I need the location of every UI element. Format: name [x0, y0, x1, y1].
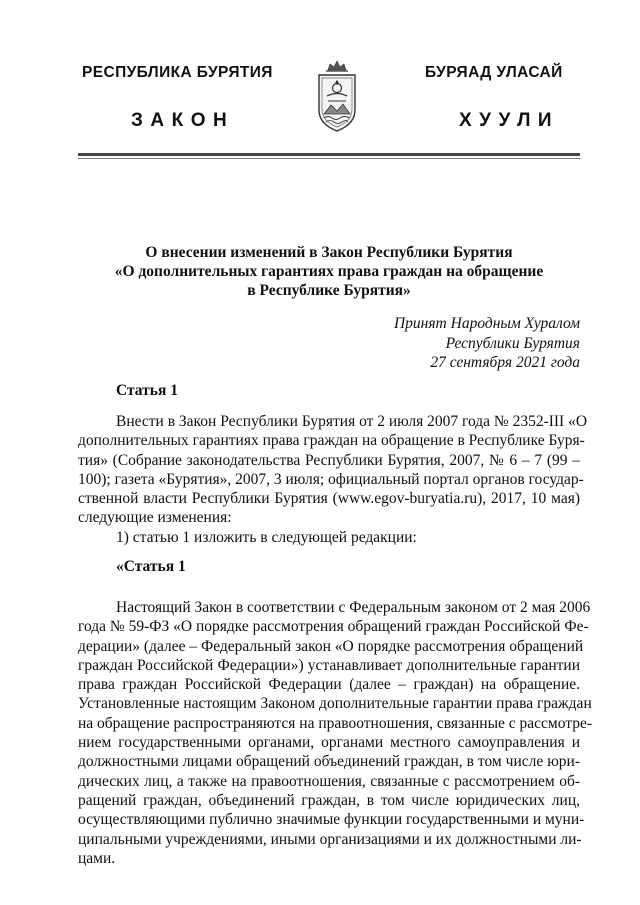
title-line: «О дополнительных гарантиях права граждан на обращение — [114, 263, 544, 280]
adoption-line: Республики Бурятия — [445, 334, 580, 352]
text-line: следующие изменения: — [78, 509, 232, 527]
republic-name-russian: РЕСПУБЛИКА БУРЯТИЯ — [82, 64, 273, 81]
text-line: тия» (Собрание законодательства Республики Бурятия, 2007, № 6 – 7 (99 – — [78, 451, 580, 469]
letterhead-divider-thin — [78, 158, 580, 159]
article-body — [78, 598, 593, 868]
text-line: ципальными учреждениями, иными организациями и их должностными ли- — [78, 830, 582, 848]
text-line: дерации» (далее – Федеральный закон «О порядке рассмотрения обращений — [78, 637, 584, 655]
text-line: Установленные настоящим Законом дополнительные гарантии права граждан — [78, 695, 592, 713]
text-line: дополнительных гарантиях права граждан на обращение в Республике Буря- — [78, 432, 585, 450]
text-line: должностными лицами обращений объединений граждан, в том числе юри- — [78, 753, 580, 771]
letterhead-divider — [78, 153, 580, 156]
text-line: нием государственными органами, органами местного самоуправления и — [78, 734, 580, 752]
text-line: года № 59-ФЗ «О порядке рассмотрения обращений граждан Российской Фе- — [78, 618, 589, 636]
quoted-article-heading: «Статья 1 — [116, 558, 186, 575]
coat-of-arms-icon — [314, 58, 360, 134]
law-title — [78, 243, 580, 300]
amendment-paragraph — [78, 412, 588, 547]
republic-name-buryat: БУРЯАД УЛАСАЙ — [425, 64, 563, 81]
title-line: в Республике Бурятия» — [247, 282, 411, 299]
text-line: 100); газета «Бурятия», 2007, 3 июля; официальный портал органов государ- — [78, 470, 584, 488]
text-line: на обращение распространяются на правоотношения, связанные с рассмотре- — [78, 714, 593, 732]
article-heading: Статья 1 — [116, 382, 178, 399]
amendment-item: 1) статью 1 изложить в следующей редакции: — [116, 528, 417, 546]
adoption-note — [394, 314, 580, 373]
text-line: цами. — [78, 849, 116, 867]
text-line: Настоящий Закон в соответствии с Федеральным законом от 2 мая 2006 — [116, 599, 591, 616]
law-word-russian: ЗАКОН — [131, 110, 235, 131]
text-line: дических лиц, а также на правоотношения, связанные с рассмотрением об- — [78, 772, 580, 790]
law-word-buryat: ХУУЛИ — [459, 110, 560, 131]
text-line: осуществляющими публично значимые функции государственными и муни- — [78, 811, 585, 829]
adoption-line: Принят Народным Хуралом — [393, 315, 580, 332]
text-line: ственной власти Республики Бурятия (www.egov-buryatia.ru), 2017, 10 мая) — [78, 490, 580, 508]
text-line: ращений граждан, объединений граждан, в том числе юридических лиц, — [78, 791, 580, 809]
adoption-date: 27 сентября 2021 года — [430, 354, 580, 371]
text-line: права граждан Российской Федерации (далее – граждан) на обращение. — [78, 676, 580, 694]
text-line: Внести в Закон Республики Бурятия от 2 июля 2007 года № 2352-III «О — [116, 413, 588, 430]
title-line: О внесении изменений в Закон Республики Бурятия — [145, 244, 513, 261]
text-line: граждан Российской Федерации») устанавливает дополнительные гарантии — [78, 656, 580, 674]
